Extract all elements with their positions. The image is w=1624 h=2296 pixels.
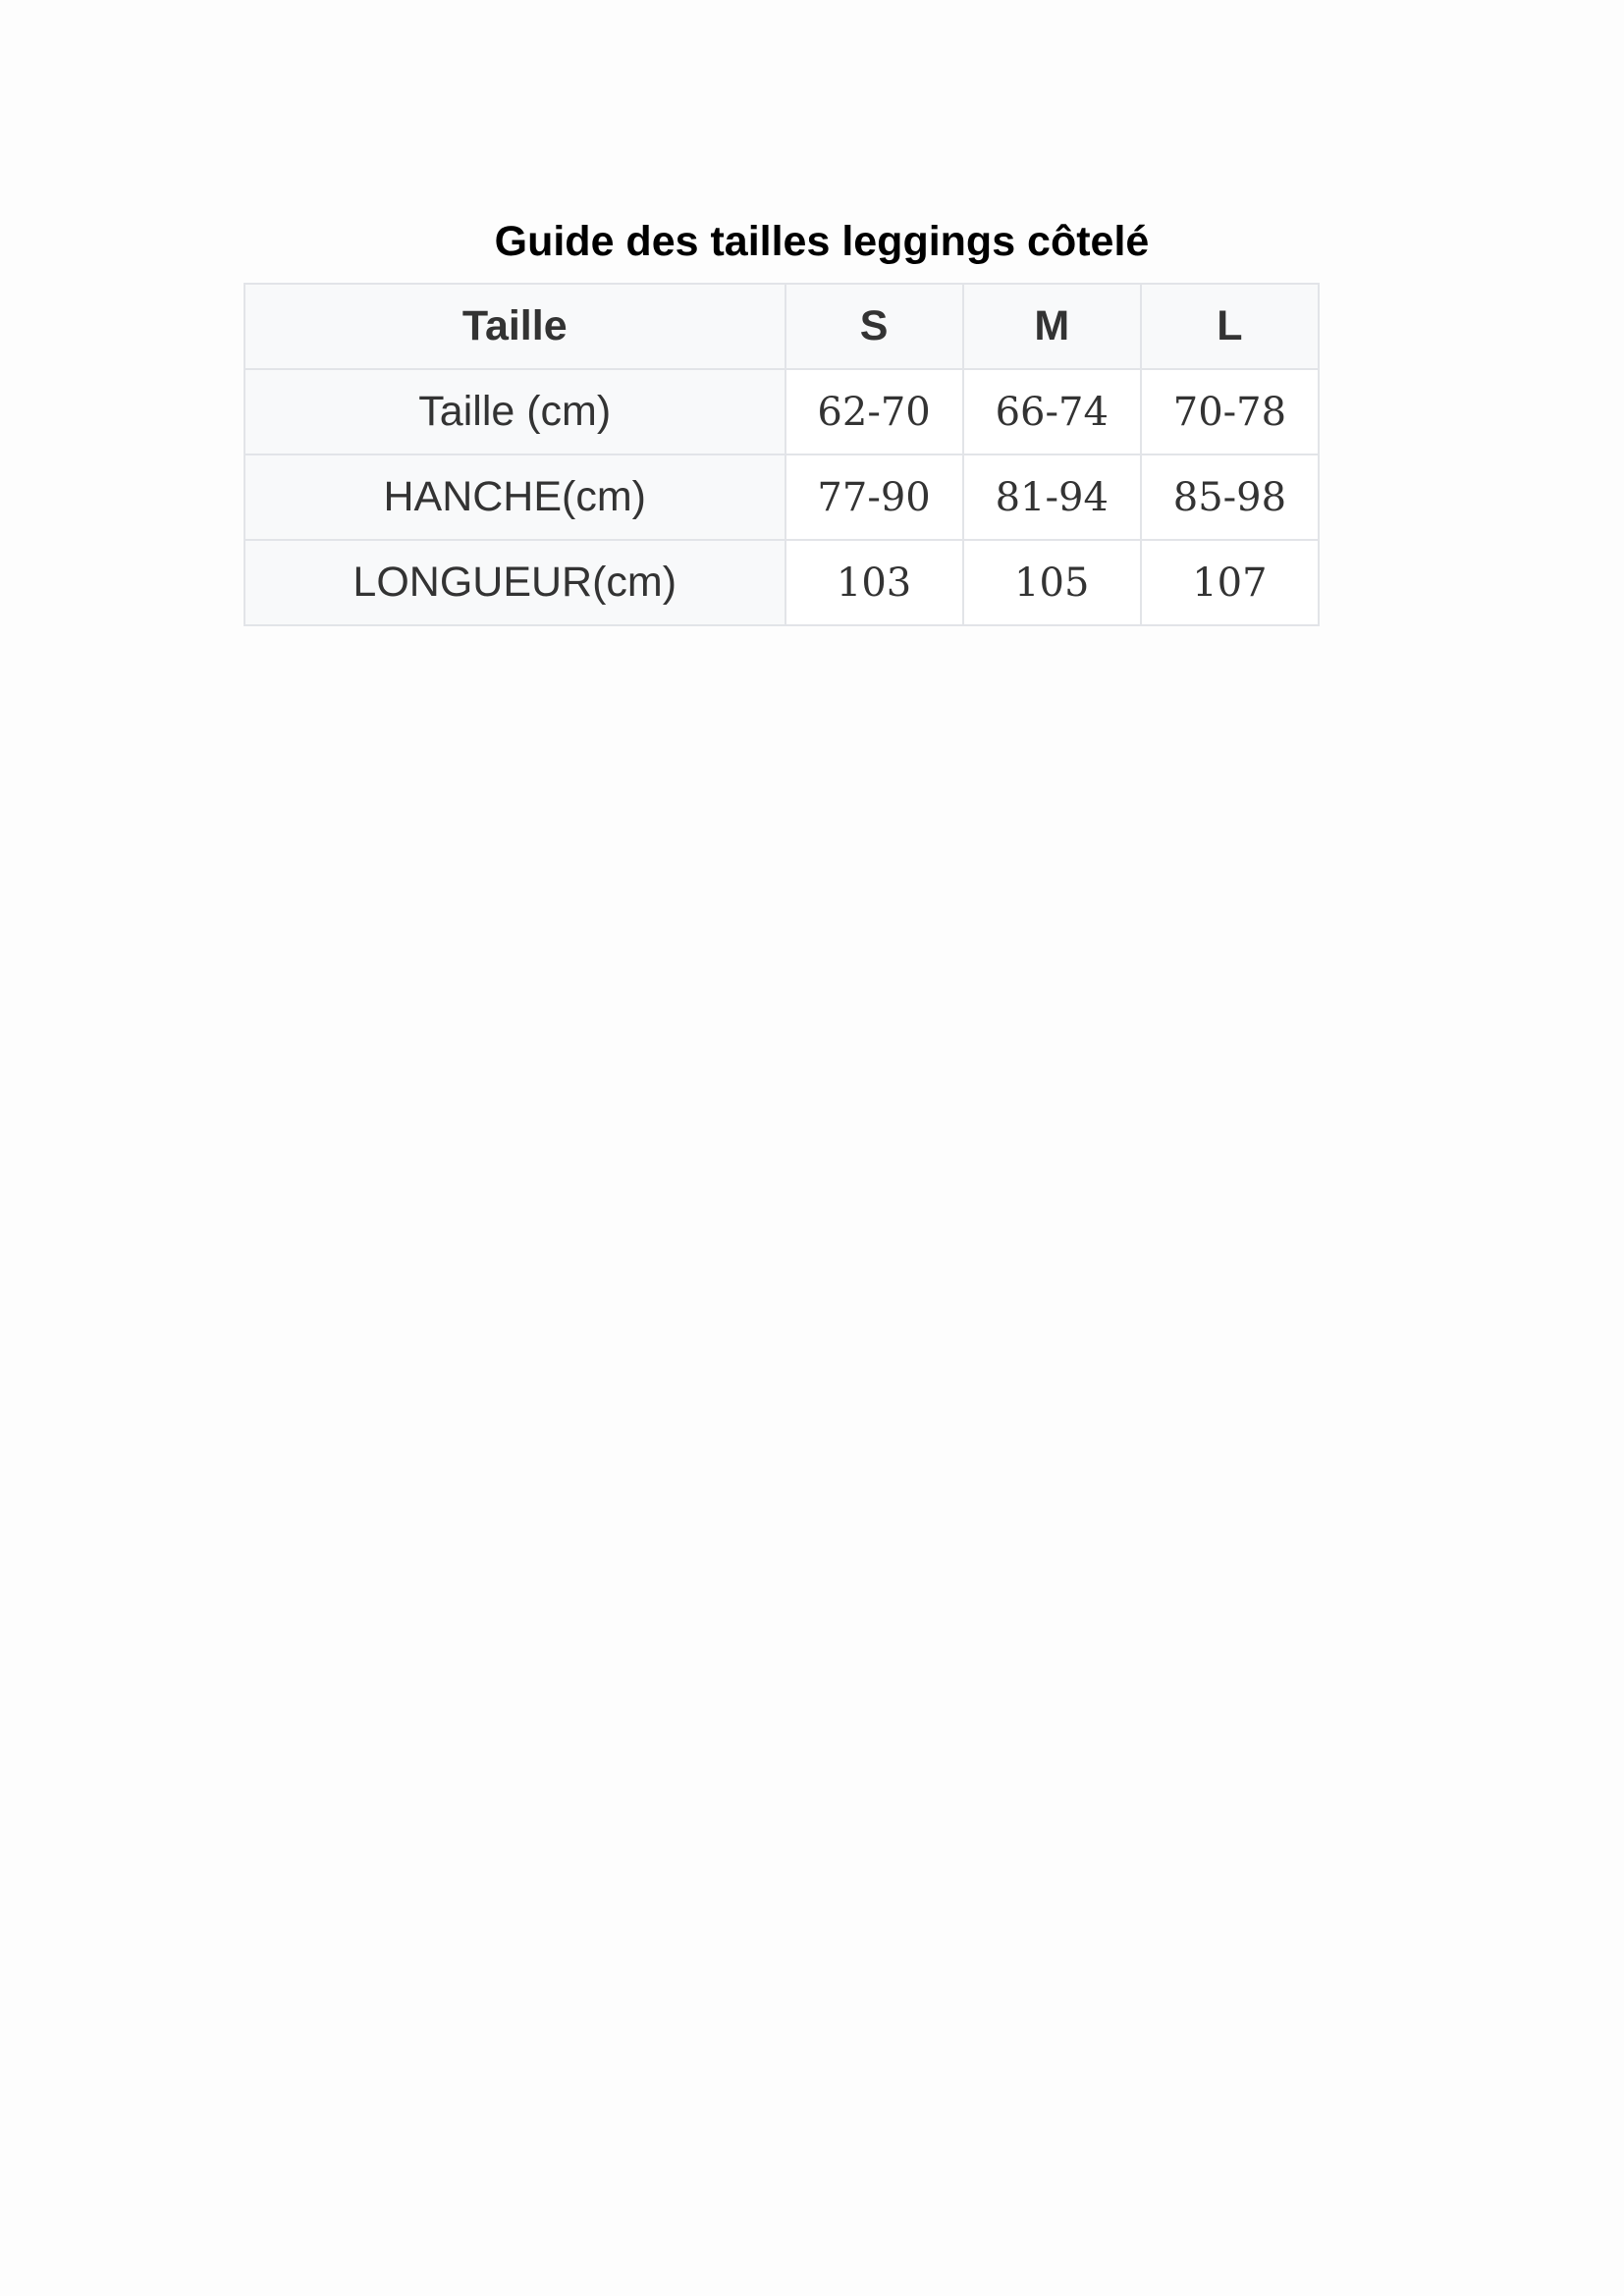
waist-value-l: 70-78 [1141, 369, 1319, 454]
hip-value-m: 81-94 [963, 454, 1141, 540]
table-header-row [244, 284, 1319, 369]
waist-value-s: 62-70 [785, 369, 963, 454]
row-label-hip: HANCHE(cm) [244, 454, 785, 540]
header-label-cell: Taille [244, 284, 785, 369]
table-row [244, 369, 1319, 454]
length-value-m: 105 [963, 540, 1141, 625]
waist-value-m: 66-74 [963, 369, 1141, 454]
table-row [244, 540, 1319, 625]
table-row [244, 454, 1319, 540]
hip-value-l: 85-98 [1141, 454, 1319, 540]
header-size-m: M [963, 284, 1141, 369]
header-size-s: S [785, 284, 963, 369]
page-title: Guide des tailles leggings côtelé [494, 218, 1150, 265]
row-label-waist: Taille (cm) [244, 369, 785, 454]
size-guide-table [244, 283, 1320, 626]
length-value-s: 103 [785, 540, 963, 625]
length-value-l: 107 [1141, 540, 1319, 625]
hip-value-s: 77-90 [785, 454, 963, 540]
row-label-length: LONGUEUR(cm) [244, 540, 785, 625]
header-size-l: L [1141, 284, 1319, 369]
